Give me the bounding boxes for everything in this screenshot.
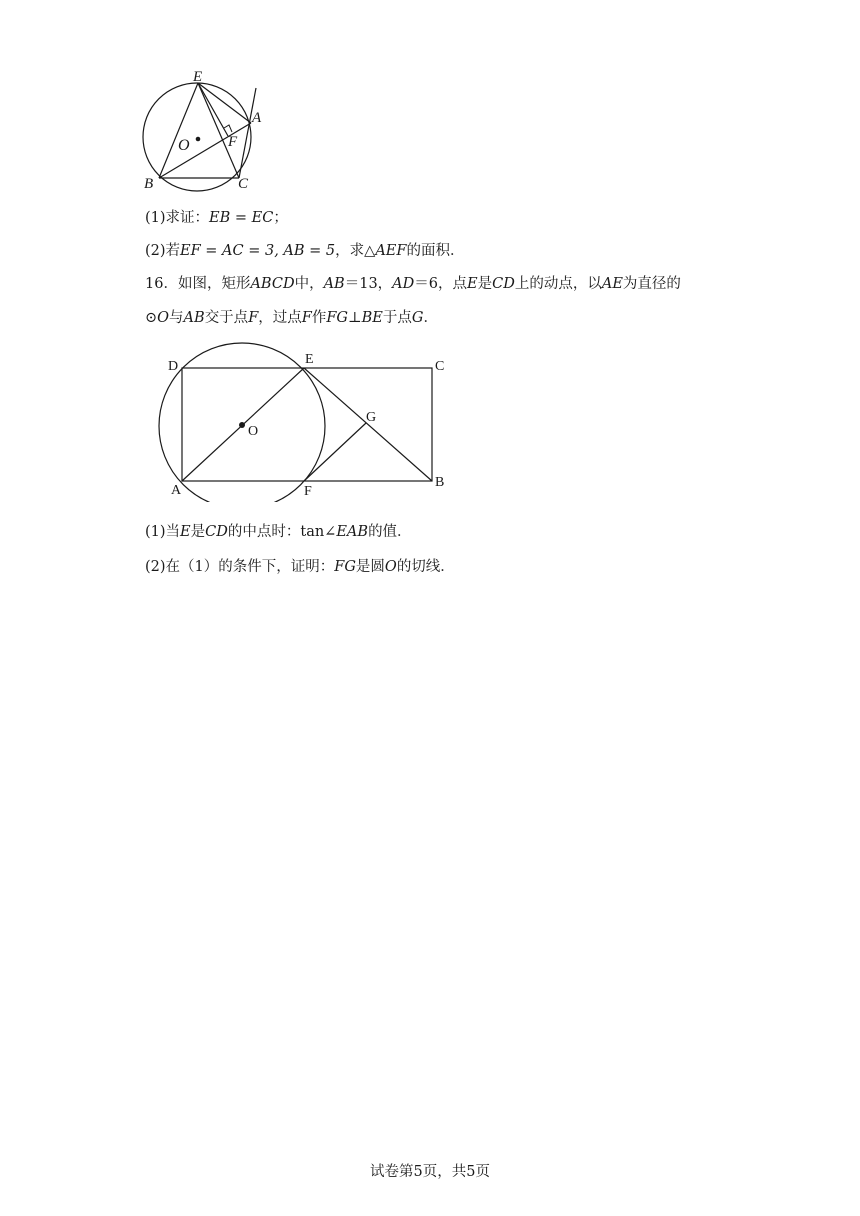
figure-rectangle-circle	[155, 340, 455, 502]
rectangle-abcd	[182, 368, 432, 481]
label-d: D	[168, 359, 179, 374]
label-e: E	[193, 69, 203, 85]
math-eb-ec: EB = EC	[209, 210, 274, 226]
q15-part2: (2)若EF = AC = 3, AB = 5，求△AEF的面积．	[145, 243, 465, 259]
label-g: G	[366, 410, 377, 425]
figure-circle-triangle	[138, 66, 268, 194]
label-a: A	[252, 110, 262, 126]
label-b: B	[435, 475, 445, 490]
question-number: 16．	[145, 276, 178, 292]
segment-eb	[159, 83, 198, 178]
segment-ca-extended	[239, 88, 256, 178]
center-dot	[196, 137, 201, 142]
label-o: O	[178, 137, 190, 154]
segment-ea	[198, 83, 251, 123]
math-given: EF = AC = 3, AB = 5	[180, 243, 336, 259]
label-a: A	[171, 483, 182, 498]
q16-line1: 16．如图，矩形ABCD中，AB＝13，AD＝6，点E是CD上的动点，以AE为直径的	[145, 276, 681, 292]
q16-line2: ⊙O与AB交于点F，过点F作FG⊥BE于点G．	[145, 310, 438, 326]
label-b: B	[144, 176, 154, 192]
label-f: F	[304, 484, 312, 499]
segment-ba	[159, 123, 251, 178]
label-c: C	[435, 359, 445, 374]
label-e: E	[305, 352, 314, 367]
page-footer: 试卷第5页，共5页	[370, 1164, 490, 1180]
q16-part2: (2)在（1）的条件下，证明：FG是圆O的切线．	[145, 559, 455, 575]
q16-part1: (1)当E是CD的中点时：tan∠EAB的值．	[145, 524, 412, 540]
label-c: C	[238, 176, 249, 192]
segment-ef	[198, 83, 228, 136]
q15-part1: (1)求证：EB = EC；	[145, 210, 288, 226]
segment-fg	[304, 423, 366, 481]
label-f: F	[228, 134, 238, 150]
label-o: O	[248, 424, 259, 439]
center-dot	[239, 422, 245, 428]
